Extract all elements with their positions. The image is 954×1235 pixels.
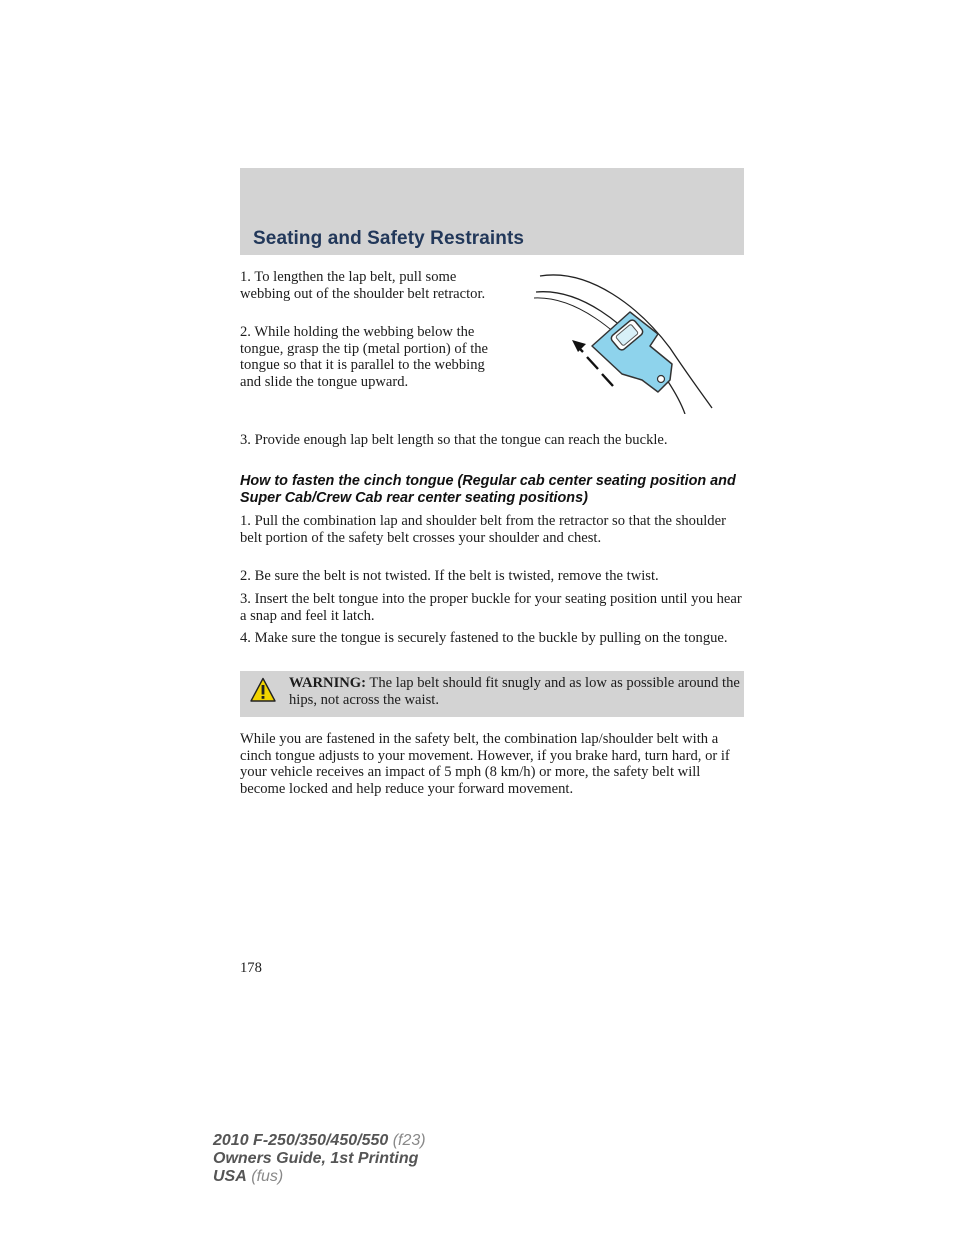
intro-step-2: 2. While holding the webbing below the tongue, grasp the tip (metal portion) of the tongue so that it is parallel to the webbing and slide the tongue upward. bbox=[240, 324, 489, 390]
intro-step-1: 1. To lengthen the lap belt, pull some webbing out of the shoulder belt retractor. bbox=[240, 269, 486, 302]
footer-region: USA bbox=[213, 1168, 247, 1185]
footer-guide: Owners Guide, 1st Printing bbox=[213, 1150, 419, 1167]
footer-region-code: (fus) bbox=[251, 1168, 284, 1185]
cinch-step-4: 4. Make sure the tongue is securely fastened to the buckle by pulling on the tongue. bbox=[240, 630, 728, 646]
page-number: 178 bbox=[240, 960, 262, 976]
warning-text bbox=[289, 675, 741, 708]
cinch-step-2: 2. Be sure the belt is not twisted. If the belt is twisted, remove the twist. bbox=[240, 568, 659, 584]
footer-line-2 bbox=[213, 1150, 426, 1168]
footer bbox=[213, 1132, 426, 1186]
footer-model-code: (f23) bbox=[392, 1132, 426, 1149]
intro-step-3: 3. Provide enough lap belt length so that the tongue can reach the buckle. bbox=[240, 432, 668, 448]
cinch-step-1: 1. Pull the combination lap and shoulder belt from the retractor so that the shoulder belt portion of the safety belt crosses your shoulder and chest. bbox=[240, 513, 726, 546]
cinch-tongue-heading: How to fasten the cinch tongue (Regular cab center seating position and Super Cab/Crew Cab rear center seating positions) bbox=[240, 473, 736, 506]
warning-message: The lap belt should fit snugly and as low as possible around the hips, not across the waist. bbox=[289, 675, 740, 708]
warning-box bbox=[240, 671, 744, 717]
warning-label: WARNING: bbox=[289, 675, 367, 691]
closing-paragraph: While you are fastened in the safety belt, the combination lap/shoulder belt with a cinch tongue adjusts to your movement. However, if you brake hard, turn hard, or if your vehicle receives an impact of 5 mph (8 km/h) or more, the safety belt will become locked and help reduce your forward movement. bbox=[240, 731, 730, 797]
belt-tongue-illustration bbox=[530, 268, 716, 414]
footer-model: 2010 F-250/350/450/550 bbox=[213, 1132, 389, 1149]
cinch-step-3: 3. Insert the belt tongue into the proper buckle for your seating position until you hear a snap and feel it latch. bbox=[240, 591, 742, 624]
footer-line-3 bbox=[213, 1168, 426, 1186]
footer-line-1 bbox=[213, 1132, 426, 1150]
warning-triangle-icon bbox=[250, 677, 276, 703]
section-title: Seating and Safety Restraints bbox=[253, 228, 525, 249]
